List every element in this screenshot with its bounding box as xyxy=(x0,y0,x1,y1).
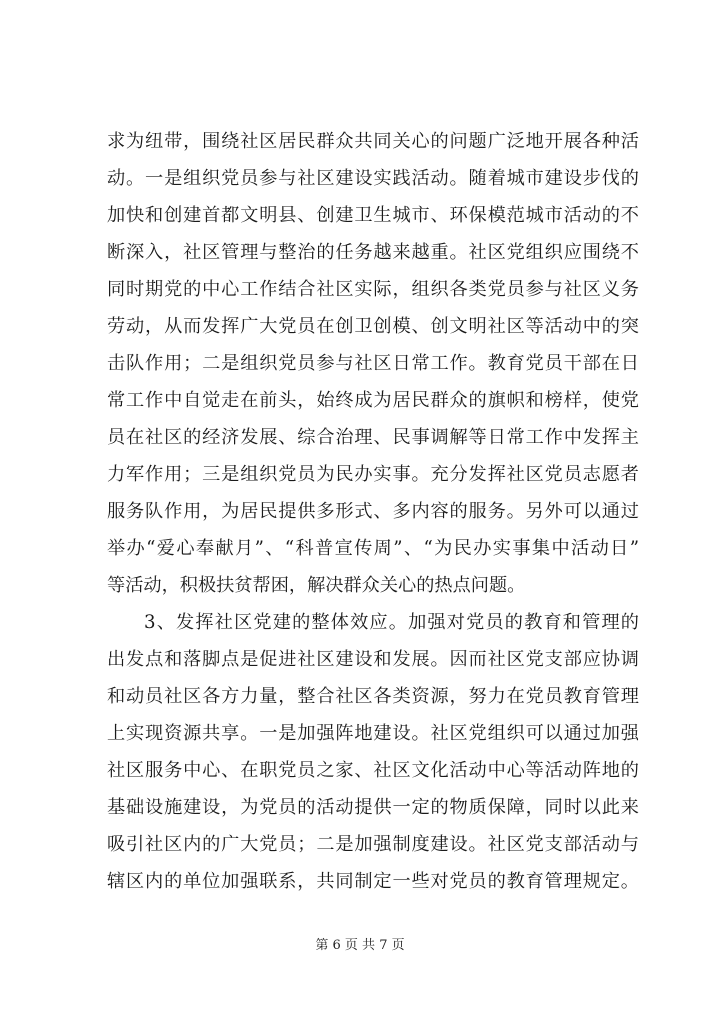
paragraph-line: 击队作用；二是组织党员参与社区日常工作。教育党员干部在日 xyxy=(107,353,639,374)
paragraph-line: 断深入，社区管理与整治的任务越来越重。社区党组织应围绕不 xyxy=(107,242,639,263)
paragraph-line: 等活动，积极扶贫帮困，解决群众关心的热点问题。 xyxy=(107,575,526,596)
paragraph-line: 辖区内的单位加强联系，共同制定一些对党员的教育管理规定。 xyxy=(107,871,639,892)
paragraph-line: 举办“爱心奉献月”、“科普宣传周”、“为民办实事集中活动日” xyxy=(107,538,639,559)
paragraph-line: 求为纽带，围绕社区居民群众共同关心的问题广泛地开展各种活 xyxy=(107,131,639,152)
paragraph-line: 加快和创建首都文明县、创建卫生城市、环保模范城市活动的不 xyxy=(107,205,639,226)
section-heading-line: 3、发挥社区党建的整体效应。加强对党员的教育和管理的 xyxy=(144,612,639,633)
paragraph-line: 员在社区的经济发展、综合治理、民事调解等日常工作中发挥主 xyxy=(107,427,639,448)
paragraph-line: 吸引社区内的广大党员；二是加强制度建设。社区党支部活动与 xyxy=(107,834,639,855)
paragraph-line: 社区服务中心、在职党员之家、社区文化活动中心等活动阵地的 xyxy=(107,760,639,781)
paragraph-line: 出发点和落脚点是促进社区建设和发展。因而社区党支部应协调 xyxy=(107,649,639,670)
paragraph-line: 动。一是组织党员参与社区建设实践活动。随着城市建设步伐的 xyxy=(107,168,639,189)
paragraph-line: 和动员社区各方力量，整合社区各类资源，努力在党员教育管理 xyxy=(107,686,639,707)
paragraph-line: 服务队作用，为居民提供多形式、多内容的服务。另外可以通过 xyxy=(107,501,639,522)
paragraph-line: 力军作用；三是组织党员为民办实事。充分发挥社区党员志愿者 xyxy=(107,464,639,485)
paragraph-line: 上实现资源共享。一是加强阵地建设。社区党组织可以通过加强 xyxy=(107,723,639,744)
page-number-footer: 第 6 页 共 7 页 xyxy=(315,938,405,953)
paragraph-line: 劳动，从而发挥广大党员在创卫创模、创文明社区等活动中的突 xyxy=(107,316,639,337)
paragraph-line: 常工作中自觉走在前头，始终成为居民群众的旗帜和榜样，使党 xyxy=(107,390,639,411)
paragraph-line: 基础设施建设，为党员的活动提供一定的物质保障，同时以此来 xyxy=(107,797,639,818)
paragraph-line: 同时期党的中心工作结合社区实际，组织各类党员参与社区义务 xyxy=(107,279,639,300)
